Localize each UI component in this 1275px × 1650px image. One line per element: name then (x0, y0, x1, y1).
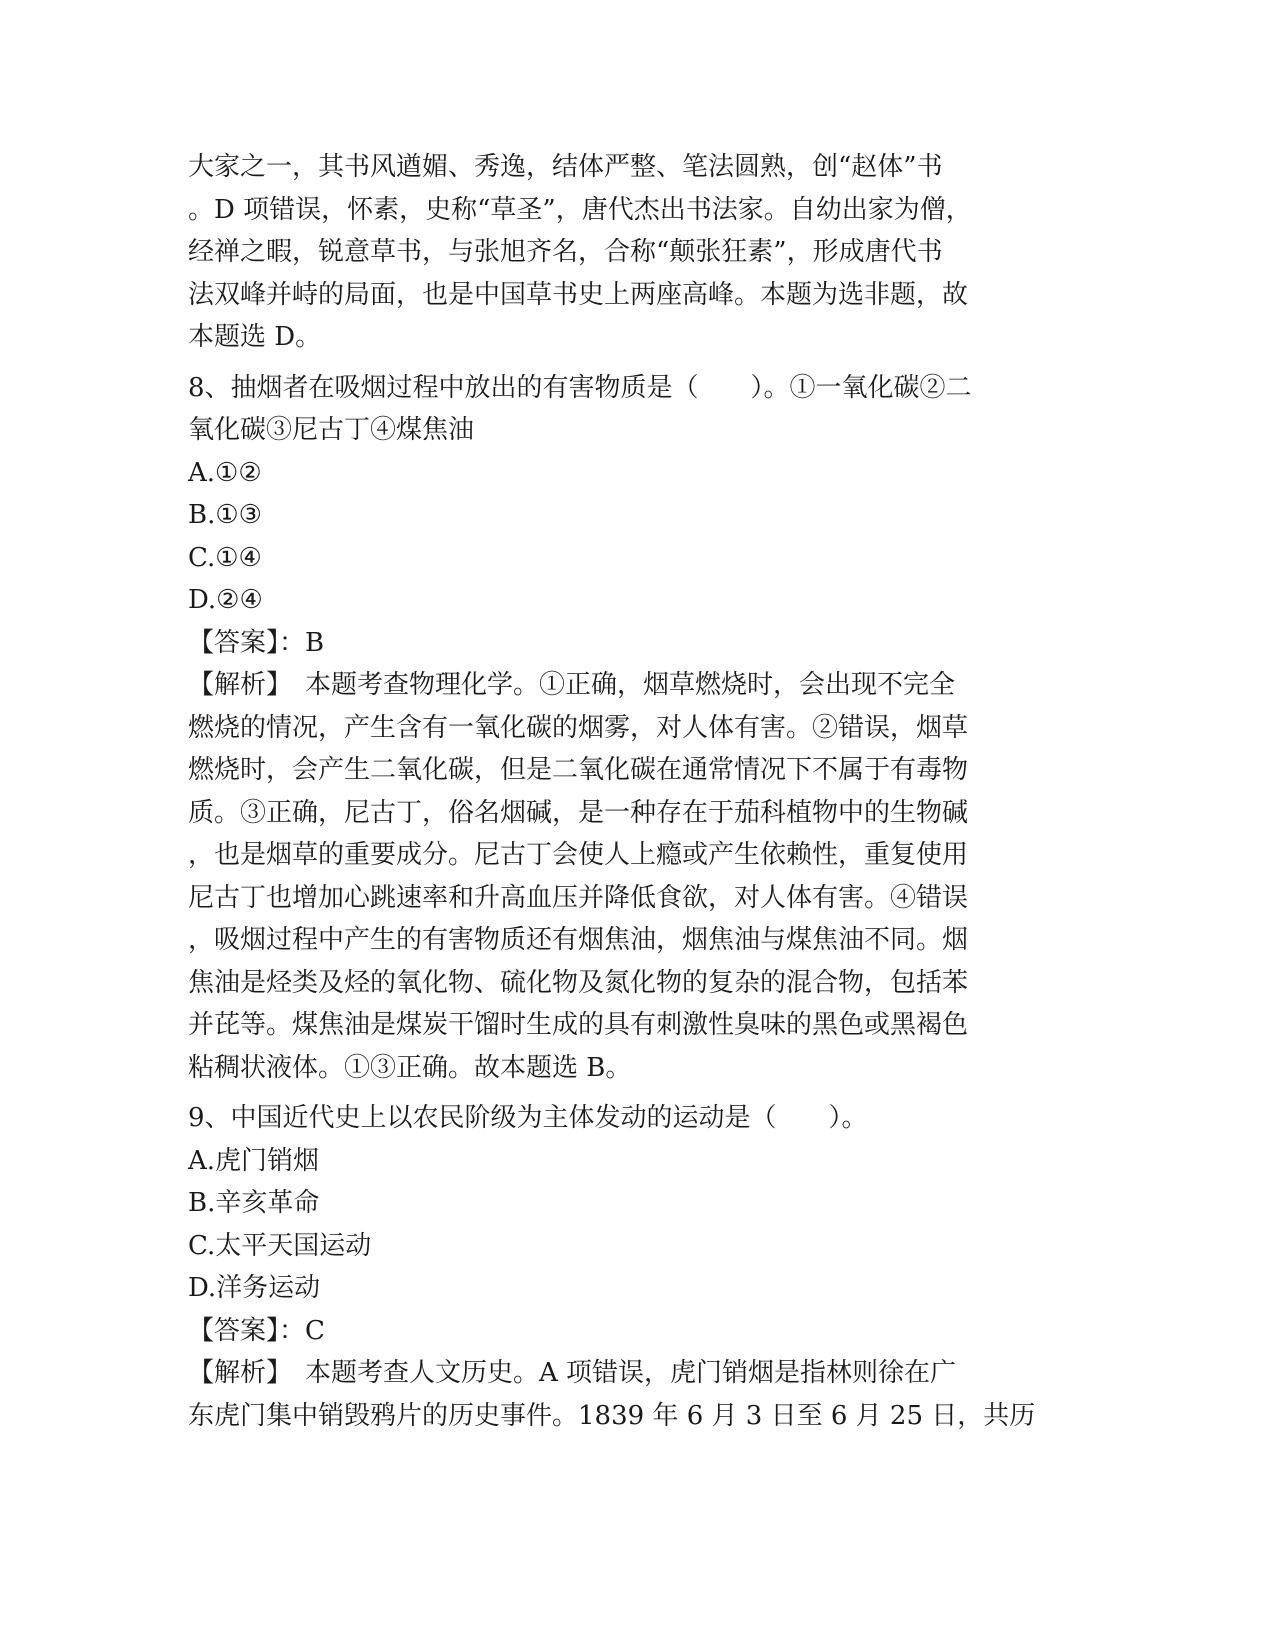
option-c: C.①④ (188, 542, 262, 573)
explanation-line: ，也是烟草的重要成分。尼古丁会使人上瘾或产生依赖性，重复使用 (188, 840, 969, 870)
option-a: A.虎门销烟 (188, 1145, 320, 1176)
option-d: D.②④ (188, 585, 263, 615)
explanation-line: 并芘等。煤焦油是煤炭干馏时生成的具有刺激性臭味的黑色或黑褐色 (188, 1010, 969, 1040)
explanation-line: 【解析】 本题考查物理化学。①正确，烟草燃烧时，会出现不完全 (188, 670, 956, 700)
text-line: 经禅之暇，锐意草书，与张旭齐名，合称“颠张狂素”，形成唐代书 (188, 237, 943, 267)
explanation-line: 【解析】 本题考查人文历史。A 项错误，虎门销烟是指林则徐在广 (188, 1358, 957, 1388)
option-c: C.太平天国运动 (188, 1230, 372, 1261)
text-line: 法双峰并峙的局面，也是中国草书史上两座高峰。本题为选非题，故 (188, 279, 969, 310)
document-body (188, 146, 1088, 1437)
option-a: A.①② (188, 457, 262, 488)
text-line: 本题选 D。 (188, 322, 322, 352)
text-line: 。D 项错误，怀素，史称“草圣”，唐代杰出书法家。自幼出家为僧， (188, 194, 972, 225)
explanation-line: 焦油是烃类及烃的氧化物、硫化物及氮化物的复杂的混合物，包括苯 (188, 967, 969, 998)
answer: 【答案】：B (188, 627, 325, 658)
option-d: D.洋务运动 (188, 1273, 321, 1303)
option-b: B.①③ (188, 500, 262, 530)
explanation-line: 粘稠状液体。①③正确。故本题选 B。 (188, 1052, 632, 1083)
explanation-line: 东虎门集中销毁鸦片的历史事件。1839 年 6 月 3 日至 6 月 25 日，共历 (188, 1400, 1036, 1431)
explanation-line: 燃烧时，会产生二氧化碳，但是二氧化碳在通常情况下不属于有毒物 (188, 755, 969, 785)
explanation-line: ，吸烟过程中产生的有害物质还有烟焦油，烟焦油与煤焦油不同。烟 (188, 925, 969, 955)
text-line: 大家之一，其书风遒媚、秀逸，结体严整、笔法圆熟，创“赵体”书 (188, 152, 943, 182)
question-8 (188, 367, 1088, 1090)
question-text: 9、中国近代史上以农民阶级为主体发动的运动是（ ）。 (188, 1103, 868, 1133)
answer: 【答案】：C (188, 1315, 325, 1346)
explanation-line: 燃烧的情况，产生含有一氧化碳的烟雾，对人体有害。②错误，烟草 (188, 712, 969, 743)
question-text: 8、抽烟者在吸烟过程中放出的有害物质是（ ）。①一氧化碳②二 (188, 372, 972, 403)
explanation-line: 质。③正确，尼古丁，俗名烟碱，是一种存在于茄科植物中的生物碱 (188, 797, 969, 828)
previous-explanation-continuation (188, 146, 1088, 359)
question-text: 氧化碳③尼古丁④煤焦油 (188, 415, 475, 445)
question-9 (188, 1097, 1088, 1437)
explanation-line: 尼古丁也增加心跳速率和升高血压并降低食欲，对人体有害。④错误 (188, 882, 969, 913)
option-b: B.辛亥革命 (188, 1188, 320, 1218)
